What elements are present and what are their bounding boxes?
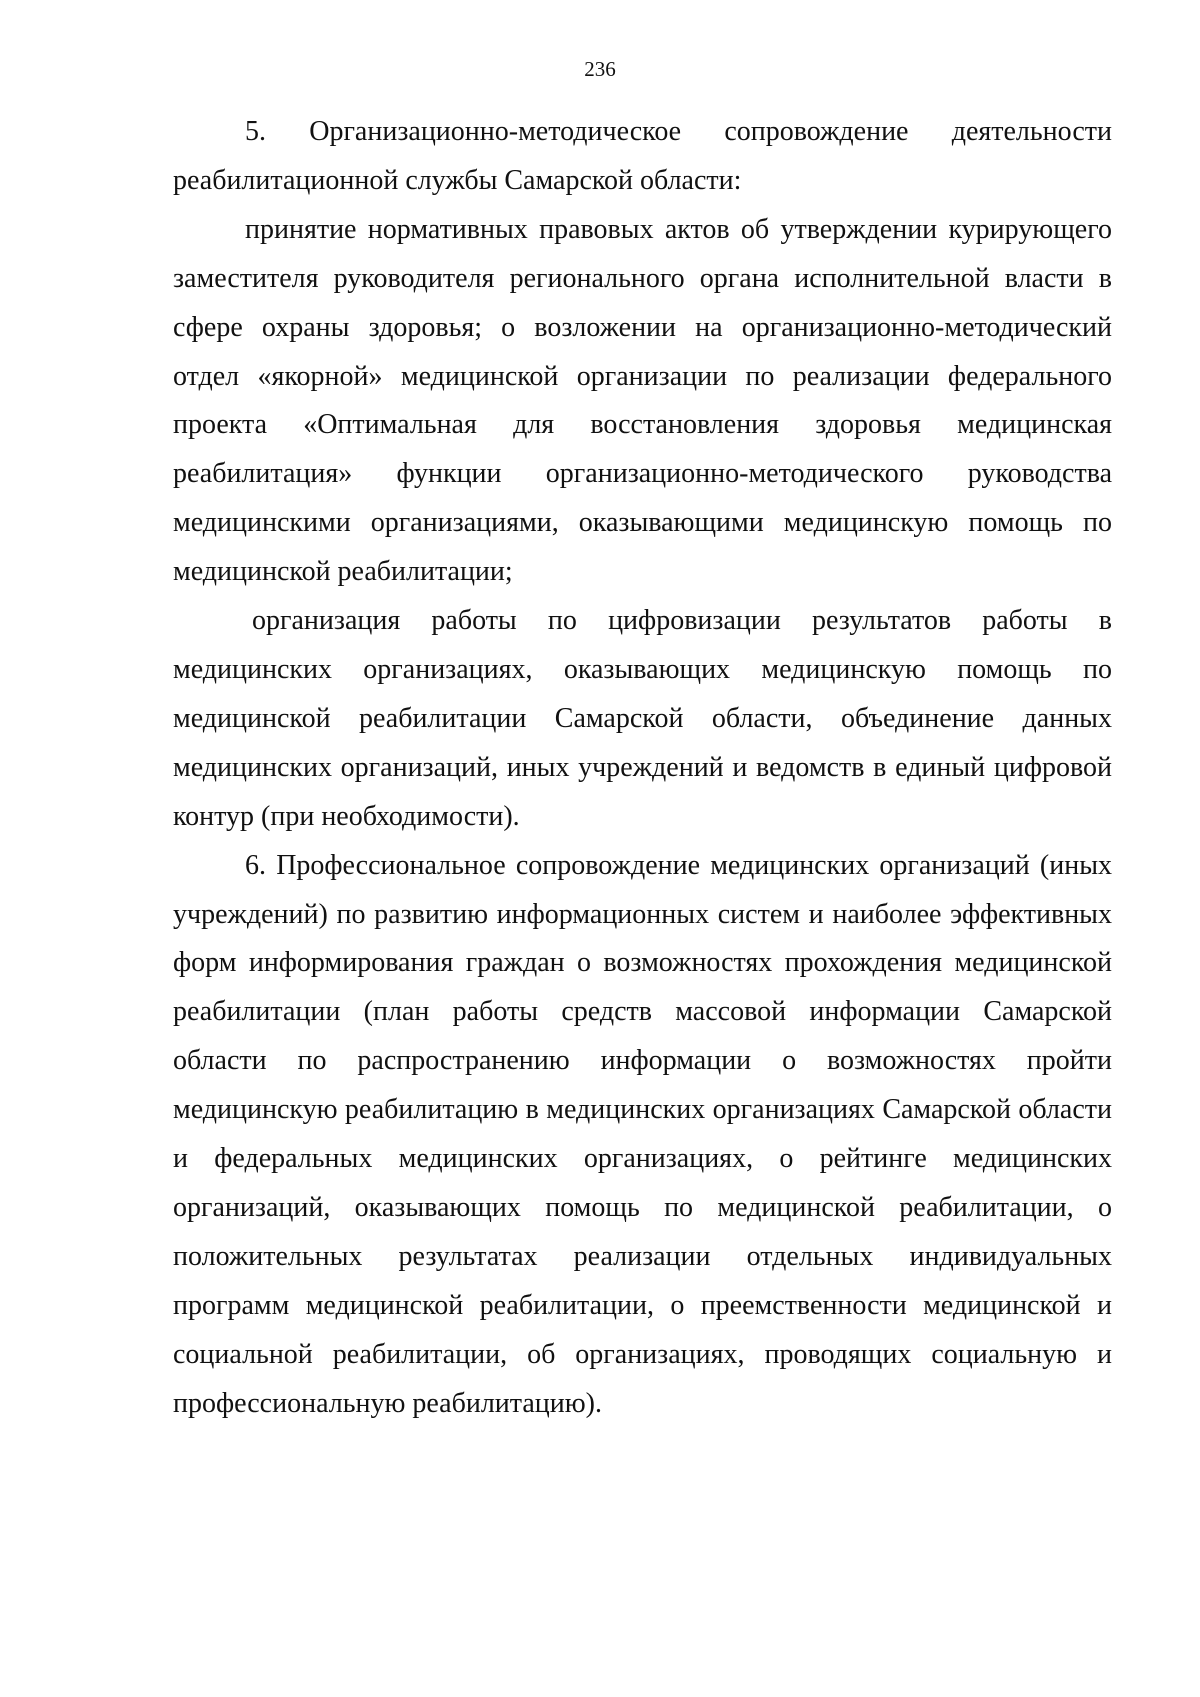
page-number: 236 (584, 57, 616, 81)
paragraph-normative-acts: принятие нормативных правовых актов об утверждении курирующего заместителя руководителя регионального органа исполнительной власти в сфере охраны здоровья; о возложении на организационно-методический отдел «якорной» медицинской организации по реализации федерального проекта «Оптимальная для восстановления здоровья медицинская реабилитация» функции организационно-методического руководства медицинскими организациями, оказывающими медицинскую помощь по медицинской реабилитации; (173, 213, 1112, 588)
paragraph-digitalization: организация работы по цифровизации результатов работы в медицинских организациях, оказывающих медицинскую помощь по медицинской реабилитации Самарской области, объединение данных медицинских организаций, иных учреждений и ведомств в единый цифровой контур (при необходимости). (173, 605, 1112, 832)
document-body (173, 108, 1112, 1428)
paragraph-section-6: 6. Профессиональное сопровождение медицинских организаций (иных учреждений) по развитию информационных систем и наиболее эффективных форм информирования граждан о возможностях прохождения медицинской реабилитации (план работы средств массовой информации Самарской области по распространению информации о возможностях пройти медицинскую реабилитацию в медицинских организациях Самарской области и федеральных медицинских организациях, о рейтинге медицинских организаций, оказывающих помощь по медицинской реабилитации, о положительных результатах реализации отдельных индивидуальных программ медицинской реабилитации, о преемственности медицинской и социальной реабилитации, об организациях, проводящих социальную и профессиональную реабилитацию). (173, 849, 1112, 1419)
paragraph-section-5-heading: 5. Организационно-методическое сопровождение деятельности реабилитационной службы Самарской области: (173, 116, 1112, 196)
